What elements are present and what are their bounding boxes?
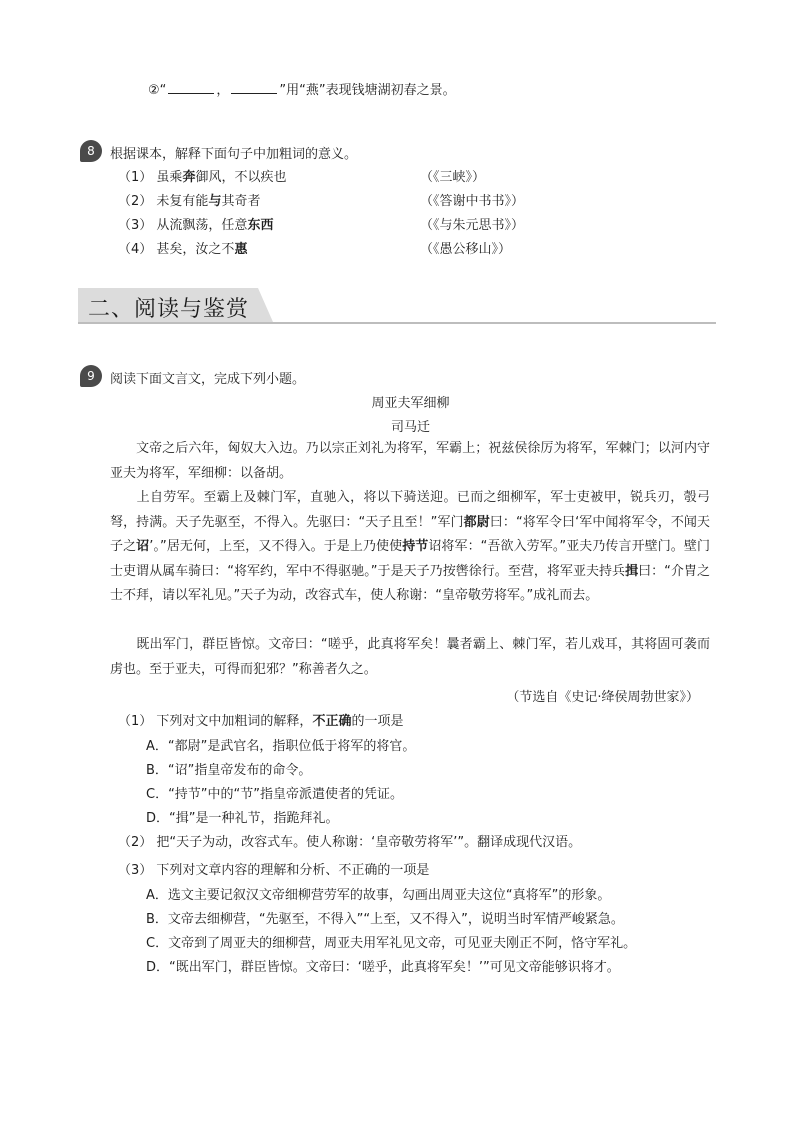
q8-item-3: [118, 214, 273, 233]
q8-item-3-source: （《与朱元思书》）: [420, 218, 525, 233]
q7-item2-text: ”用“燕”表现钱塘湖初春之景。: [279, 83, 456, 98]
item-text: 未复有能: [156, 194, 209, 209]
option-c: C．“持节”中的“节”指皇帝派遣使者的凭证。: [146, 787, 404, 802]
bold-word: 与: [208, 194, 222, 209]
section-title: 二、阅读与鉴赏: [88, 297, 250, 322]
bold-word: 不正确: [312, 714, 352, 729]
sub-text: 下列对文章内容的理解和分析、不正确的一项是: [156, 863, 430, 878]
item-text: 御风，不以疾也: [195, 170, 287, 185]
q8-item-2-source: （《答谢中书书》）: [420, 194, 525, 209]
item-num: （3）: [118, 218, 153, 233]
option-b: B．文帝去细柳营，“先驱至，不得入”“上至，又不得入”，说明当时军情严峻紧急。: [146, 912, 624, 927]
question-number-badge: 8: [80, 140, 102, 162]
item-text: 虽乘: [156, 170, 183, 185]
q8-item-1-source: （《三峡》）: [420, 170, 486, 185]
bold-word: 诏: [136, 539, 150, 554]
option-d: D．“揖”是一种礼节，指跪拜礼。: [146, 811, 339, 826]
q8-item-4-source: （《愚公移山》）: [420, 242, 512, 257]
comma: ，: [216, 83, 230, 98]
passage-paragraph-3: 既出军门，群臣皆惊。文帝曰：“嗟乎，此真将军矣！曩者霸上、棘门军，若儿戏耳，其将固可袭而虏也。至于亚夫，可得而犯邪？”称善者久之。: [110, 637, 710, 677]
section-header: [78, 288, 716, 324]
q8-item-4: [118, 238, 247, 257]
item-text: 其奇者: [221, 194, 261, 209]
passage-paragraph-1: 文帝之后六年，匈奴大入边。乃以宗正刘礼为将军，军霸上；祝兹侯徐厉为将军，军棘门；以河内守亚夫为将军，军细柳：以备胡。: [110, 441, 710, 481]
sub-question-2: [118, 831, 581, 850]
bold-word: 惠: [234, 242, 248, 257]
text: 曰：“将军令曰‘军中闻将军令，不闻天子之: [110, 514, 710, 554]
option-d: D．“既出军门，群臣皆惊。文帝曰：‘嗟乎，此真将军矣！’”可见文帝能够识将才。: [146, 960, 620, 975]
text: 曰：“介胄之士不拜，请以军礼见。”天子为动，改容式车，使人称谢：“皇帝敬劳将军。”成礼而去。: [110, 563, 710, 603]
sub-question-3: [118, 859, 429, 878]
question-number-badge: 9: [80, 365, 102, 387]
bold-word: 揖: [625, 563, 639, 579]
option-b: B．“诏”指皇帝发布的命令。: [146, 763, 312, 778]
option-c: C．文帝到了周亚夫的细柳营，周亚夫用军礼见文帝，可见亚夫刚正不阿，恪守军礼。: [146, 936, 637, 951]
q7-item-2: [148, 79, 456, 98]
passage-author: 司马迁: [390, 420, 430, 435]
sub-num: （1）: [118, 714, 153, 729]
item-num: （1）: [118, 170, 153, 185]
item-num: （2）: [118, 194, 153, 209]
option-a: A．选文主要记叙汉文帝细柳营劳军的故事，勾画出周亚夫这位“真将军”的形象。: [146, 888, 611, 903]
q7-item2-label: ②“: [148, 83, 167, 98]
q8-prompt: 根据课本，解释下面句子中加粗词的意义。: [110, 147, 358, 162]
text: 上自劳军。至霸上及棘门军，直驰入，将以下骑送迎。已而之细柳军，军士吏被甲，锐兵刃，彀弓弩，持满。天子先驱至，不得入。先驱曰：“天子且至！”军门: [110, 490, 710, 530]
passage-source: （节选自《史记·绛侯周勃世家》）: [506, 690, 699, 705]
sub-num: （3）: [118, 863, 153, 878]
item-num: （4）: [118, 242, 153, 257]
sub-question-1: [118, 710, 403, 729]
fill-blank-2[interactable]: [231, 81, 277, 94]
bold-word: 都尉: [463, 514, 490, 530]
passage-title: 周亚夫军细柳: [371, 396, 450, 411]
passage-paragraph-2: [110, 486, 710, 609]
text: 诏将军：“吾欲入劳军。”亚夫乃传言开壁门。壁门士吏谓从属车骑曰：“将军约，军中不得驱驰。”于是天子乃按辔徐行。至营，将军亚夫持兵: [110, 539, 710, 579]
bold-word: 东西: [247, 218, 274, 233]
sub-text: 的一项是: [351, 714, 404, 729]
item-text: 从流飘荡，任意: [156, 218, 248, 233]
q8-item-2: [118, 190, 260, 209]
fill-blank-1[interactable]: [168, 81, 214, 94]
text: ’。”居无何，上至，又不得入。于是上乃使使: [149, 539, 403, 554]
q8-item-1: [118, 166, 286, 185]
item-text: 甚矣，汝之不: [156, 242, 235, 257]
q9-prompt: 阅读下面文言文，完成下列小题。: [110, 372, 306, 387]
sub-text: 下列对文中加粗词的解释，: [156, 714, 313, 729]
bold-word: 持节: [402, 539, 429, 554]
option-a: A．“都尉”是武官名，指职位低于将军的将官。: [146, 739, 416, 754]
bold-word: 奔: [182, 170, 196, 185]
sub-text: 把“天子为动，改容式车。使人称谢：‘皇帝敬劳将军’”。翻译成现代汉语。: [156, 835, 582, 850]
sub-num: （2）: [118, 835, 153, 850]
